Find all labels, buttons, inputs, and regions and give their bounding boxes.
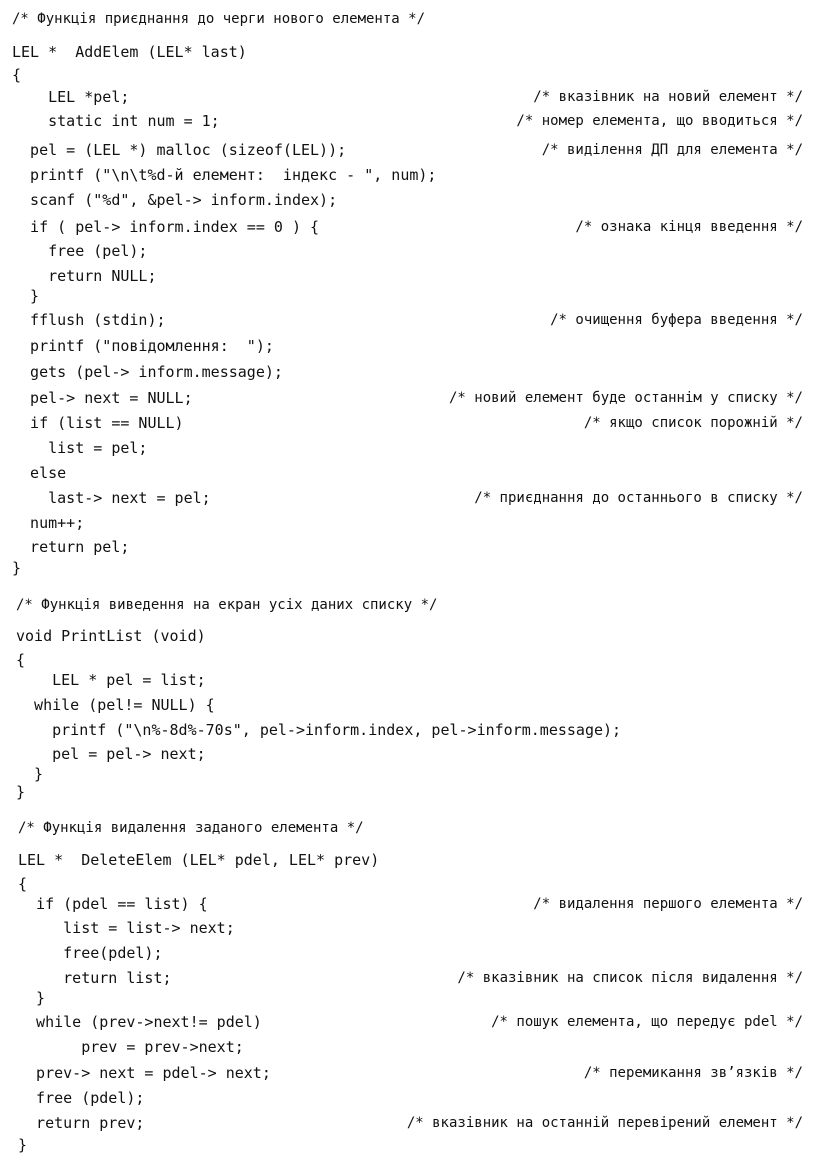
line-comment: /* вказівник на новий елемент */ — [533, 89, 803, 105]
line-code: printf ("\n\t%d-й елемент: індекс - ", num); — [12, 166, 437, 184]
line-code: list = list-> next; — [18, 919, 235, 937]
line-code: /* Функція видалення заданого елемента */ — [18, 820, 364, 836]
line-code: if (list == NULL) — [12, 414, 184, 432]
line-code: return NULL; — [12, 267, 157, 285]
line-code: } — [16, 783, 26, 801]
line-code: pel = pel-> next; — [16, 745, 206, 763]
line-code: } — [18, 1136, 28, 1154]
line-code: num++; — [12, 514, 85, 532]
code-line — [0, 917, 837, 939]
line-code: last-> next = pel; — [12, 489, 211, 507]
code-line — [0, 873, 837, 895]
line-comment: /* видалення першого елемента */ — [533, 896, 803, 912]
line-code: gets (pel-> inform.message); — [12, 363, 283, 381]
code-line — [0, 987, 837, 1009]
code-line — [0, 1011, 837, 1033]
code-line — [0, 942, 837, 964]
line-code: LEL * DeleteElem (LEL* pdel, LEL* prev) — [18, 851, 380, 869]
code-line — [0, 594, 837, 616]
code-line — [0, 1087, 837, 1109]
line-comment: /* приєднання до останнього в списку */ — [474, 490, 803, 506]
line-code: /* Функція приєднання до черги нового елемента */ — [12, 11, 426, 27]
line-code: prev-> next = pdel-> next; — [18, 1064, 271, 1082]
line-code: { — [12, 66, 22, 84]
code-line — [0, 1134, 837, 1156]
code-line — [0, 817, 837, 839]
line-code: fflush (stdin); — [12, 311, 166, 329]
code-line — [0, 649, 837, 671]
code-line — [0, 285, 837, 307]
line-comment: /* очищення буфера введення */ — [550, 312, 803, 328]
line-code: return list; — [18, 969, 172, 987]
line-code: free(pdel); — [18, 944, 163, 962]
line-code: prev = prev->next; — [18, 1038, 244, 1056]
line-code: LEL * AddElem (LEL* last) — [12, 43, 247, 61]
code-line — [0, 361, 837, 383]
code-line — [0, 694, 837, 716]
line-comment: /* вказівник на список після видалення */ — [457, 970, 803, 986]
line-code: } — [12, 559, 22, 577]
code-line — [0, 669, 837, 691]
code-line — [0, 64, 837, 86]
line-code: printf ("\n%-8d%-70s", pel->inform.index, pel->inform.message); — [16, 721, 622, 739]
code-line — [0, 512, 837, 534]
line-code: } — [18, 989, 46, 1007]
line-comment: /* перемикання зв’язків */ — [583, 1065, 803, 1081]
line-comment: /* якщо список порожній */ — [583, 415, 803, 431]
line-code: list = pel; — [12, 439, 148, 457]
code-line — [0, 781, 837, 803]
line-code: { — [16, 651, 26, 669]
code-line — [0, 189, 837, 211]
line-code: printf ("повідомлення: "); — [12, 337, 274, 355]
code-line — [0, 265, 837, 287]
code-line — [0, 462, 837, 484]
code-line — [0, 487, 837, 509]
line-code: pel-> next = NULL; — [12, 389, 193, 407]
code-line — [0, 216, 837, 238]
line-code: while (pel!= NULL) { — [16, 696, 215, 714]
line-code: if (pdel == list) { — [18, 895, 208, 913]
code-line — [0, 139, 837, 161]
line-comment: /* ознака кінця введення */ — [575, 219, 803, 235]
line-comment: /* новий елемент буде останнім у списку */ — [448, 390, 803, 406]
code-line — [0, 309, 837, 331]
line-code: return pel; — [12, 538, 130, 556]
code-line — [0, 743, 837, 765]
line-code: free (pdel); — [18, 1089, 145, 1107]
code-line — [0, 1036, 837, 1058]
code-line — [0, 164, 837, 186]
line-comment: /* пошук елемента, що передує pdel */ — [491, 1014, 803, 1030]
code-line — [0, 335, 837, 357]
line-code: /* Функція виведення на екран усіх даних списку */ — [16, 597, 438, 613]
code-line — [0, 1062, 837, 1084]
code-line — [0, 437, 837, 459]
line-code: while (prev->next!= pdel) — [18, 1013, 262, 1031]
code-line — [0, 625, 837, 647]
code-line — [0, 557, 837, 579]
line-code: return prev; — [18, 1114, 145, 1132]
code-line — [0, 849, 837, 871]
code-line — [0, 967, 837, 989]
code-line — [0, 893, 837, 915]
line-code: scanf ("%d", &pel-> inform.index); — [12, 191, 338, 209]
line-comment: /* номер елемента, що вводиться */ — [516, 113, 803, 129]
code-line — [0, 8, 837, 30]
code-line — [0, 719, 837, 741]
line-code: } — [16, 765, 44, 783]
code-line — [0, 240, 837, 262]
code-line — [0, 1112, 837, 1134]
line-code: pel = (LEL *) malloc (sizeof(LEL)); — [12, 141, 347, 159]
line-comment: /* вказівник на останній перевірений елемент */ — [406, 1115, 803, 1131]
line-code: { — [18, 875, 28, 893]
line-code: else — [12, 464, 67, 482]
code-line — [0, 412, 837, 434]
line-code: static int num = 1; — [12, 112, 220, 130]
line-code: void PrintList (void) — [16, 627, 206, 645]
code-line — [0, 41, 837, 63]
line-code: } — [12, 287, 40, 305]
line-code: free (pel); — [12, 242, 148, 260]
code-line — [0, 86, 837, 108]
code-line — [0, 536, 837, 558]
line-code: LEL *pel; — [12, 88, 130, 106]
code-line — [0, 387, 837, 409]
line-comment: /* виділення ДП для елемента */ — [541, 142, 803, 158]
line-code: if ( pel-> inform.index == 0 ) { — [12, 218, 320, 236]
code-line — [0, 110, 837, 132]
line-code: LEL * pel = list; — [16, 671, 206, 689]
